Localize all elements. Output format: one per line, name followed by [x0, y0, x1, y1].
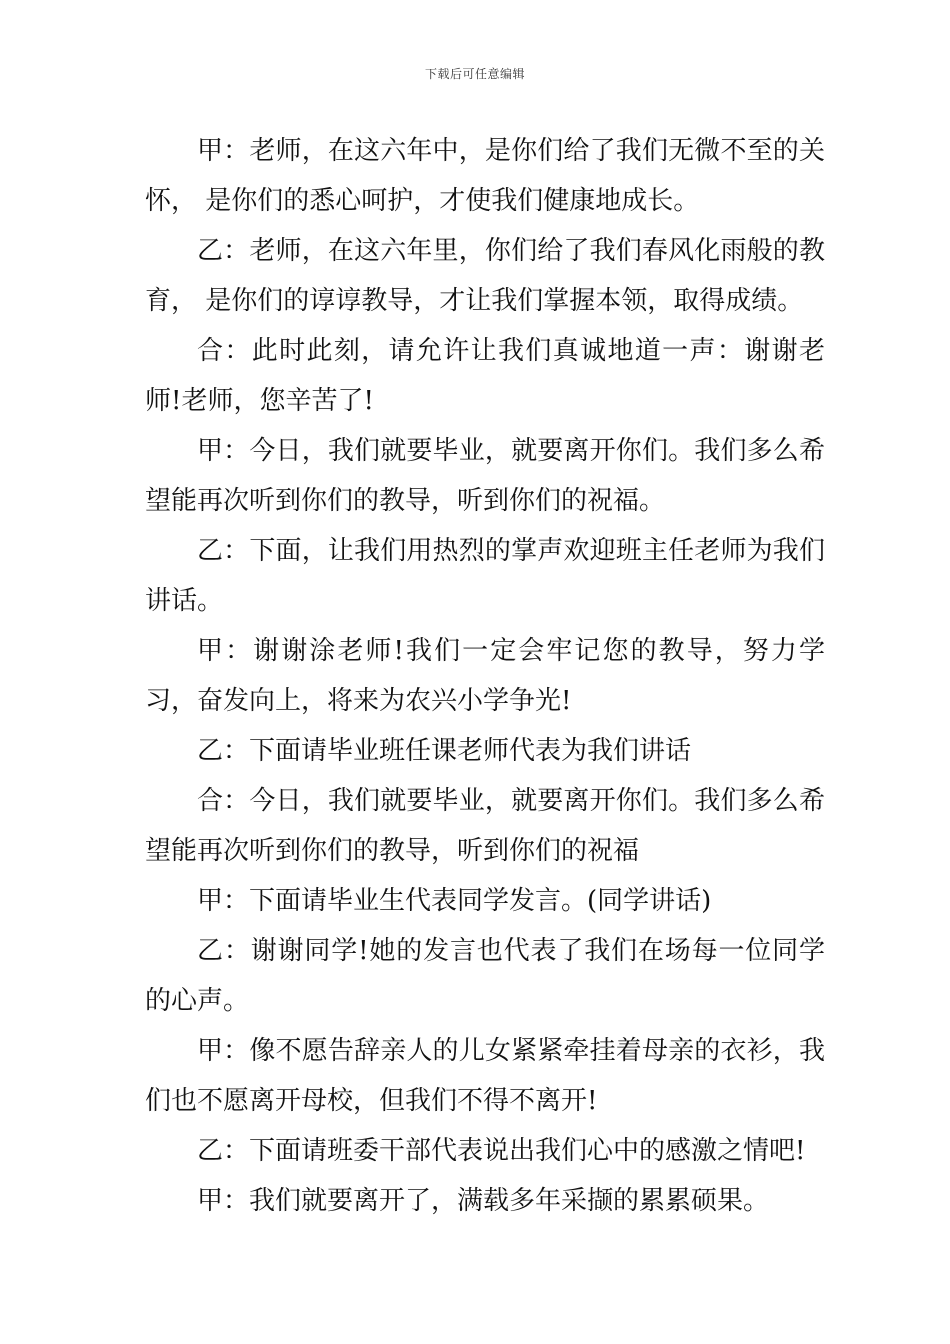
paragraph: 甲：下面请毕业生代表同学发言。(同学讲话) — [197, 886, 712, 916]
paragraph: 甲：今日，我们就要毕业，就要离开你们。我们多么希望能再次听到你们的教导，听到你们的祝福。 — [145, 436, 825, 516]
paragraph: 乙：谢谢同学!她的发言也代表了我们在场每一位同学的心声。 — [145, 936, 825, 1016]
paragraph: 甲：像不愿告辞亲人的儿女紧紧牵挂着母亲的衣衫，我们也不愿离开母校，但我们不得不离开! — [145, 1036, 825, 1116]
paragraph: 合：今日，我们就要毕业，就要离开你们。我们多么希望能再次听到你们的教导，听到你们的祝福 — [145, 786, 825, 866]
document-body — [145, 126, 825, 1226]
paragraph: 甲：谢谢涂老师!我们一定会牢记您的教导，努力学习，奋发向上，将来为农兴小学争光! — [145, 636, 825, 716]
paragraph: 乙：下面请班委干部代表说出我们心中的感激之情吧! — [197, 1136, 806, 1166]
paragraph: 乙：下面请毕业班任课老师代表为我们讲话 — [197, 736, 692, 766]
page-header: 下载后可任意编辑 — [424, 67, 525, 81]
paragraph: 乙：老师，在这六年里，你们给了我们春风化雨般的教育， 是你们的谆谆教导，才让我们掌握本领，取得成绩。 — [145, 236, 825, 316]
paragraph: 乙：下面，让我们用热烈的掌声欢迎班主任老师为我们讲话。 — [145, 536, 825, 616]
paragraph: 合：此时此刻，请允许让我们真诚地道一声：谢谢老师!老师，您辛苦了! — [145, 336, 825, 416]
paragraph: 甲：我们就要离开了，满载多年采撷的累累硕果。 — [197, 1186, 770, 1216]
paragraph: 甲：老师，在这六年中，是你们给了我们无微不至的关怀， 是你们的悉心呵护，才使我们健康地成长。 — [145, 136, 825, 216]
